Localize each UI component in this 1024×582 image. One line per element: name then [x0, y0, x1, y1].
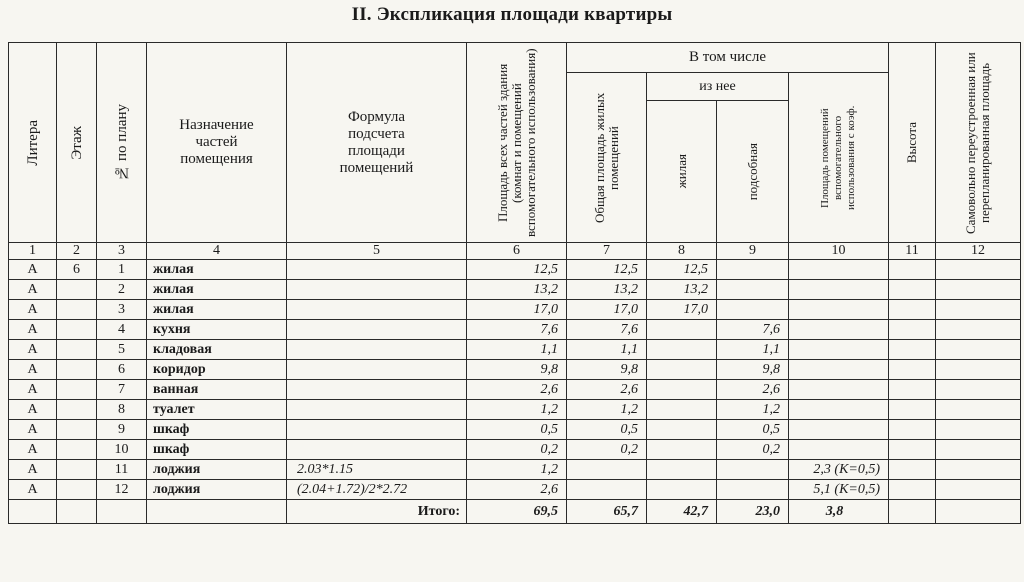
height-cell — [889, 340, 936, 360]
total-area-cell: 13,2 — [467, 280, 567, 300]
total-area-cell: 0,2 — [467, 440, 567, 460]
auxiliary-area-cell: 7,6 — [717, 320, 789, 340]
formula-cell — [287, 360, 467, 380]
unauthorized-area-cell — [936, 480, 1021, 500]
etazh-cell — [57, 300, 97, 320]
total-area-cell: 12,5 — [467, 260, 567, 280]
formula-cell — [287, 340, 467, 360]
litera-cell: А — [9, 380, 57, 400]
litera-cell: А — [9, 300, 57, 320]
total-area-cell: 17,0 — [467, 300, 567, 320]
auxiliary-area-cell — [717, 480, 789, 500]
coef-area-cell — [789, 400, 889, 420]
living-area-cell — [647, 380, 717, 400]
unauthorized-area-cell — [936, 380, 1021, 400]
header-zhilaya: жилая — [647, 101, 717, 243]
room-name-cell: жилая — [147, 260, 287, 280]
header-vysota: Высота — [889, 43, 936, 243]
total-c8: 42,7 — [647, 500, 717, 524]
table-row — [9, 260, 1021, 280]
room-name-cell: кухня — [147, 320, 287, 340]
column-numbers-row — [9, 243, 1021, 260]
coef-area-cell: 2,3 (K=0,5) — [789, 460, 889, 480]
table-row — [9, 380, 1021, 400]
table-row — [9, 360, 1021, 380]
total-c10: 3,8 — [789, 500, 889, 524]
coef-area-cell — [789, 260, 889, 280]
litera-cell: А — [9, 360, 57, 380]
living-total-cell: 0,2 — [567, 440, 647, 460]
coef-area-cell — [789, 360, 889, 380]
litera-cell: А — [9, 440, 57, 460]
living-area-cell — [647, 420, 717, 440]
room-name-cell: лоджия — [147, 480, 287, 500]
litera-cell: А — [9, 280, 57, 300]
living-total-cell: 1,2 — [567, 400, 647, 420]
unauthorized-area-cell — [936, 300, 1021, 320]
room-number-cell: 1 — [97, 260, 147, 280]
table-row — [9, 440, 1021, 460]
auxiliary-area-cell — [717, 460, 789, 480]
living-total-cell: 13,2 — [567, 280, 647, 300]
total-area-cell: 2,6 — [467, 380, 567, 400]
total-area-cell: 1,2 — [467, 400, 567, 420]
litera-cell: А — [9, 460, 57, 480]
room-name-cell: кладовая — [147, 340, 287, 360]
etazh-cell — [57, 480, 97, 500]
total-label: Итого: — [287, 500, 467, 524]
coef-area-cell — [789, 340, 889, 360]
coef-area-cell — [789, 380, 889, 400]
room-name-cell: лоджия — [147, 460, 287, 480]
living-total-cell: 1,1 — [567, 340, 647, 360]
room-name-cell: туалет — [147, 400, 287, 420]
header-naznachenie: Назначение частей помещения — [147, 43, 287, 243]
table-row — [9, 280, 1021, 300]
column-number: 10 — [789, 243, 889, 260]
auxiliary-area-cell — [717, 280, 789, 300]
auxiliary-area-cell: 0,2 — [717, 440, 789, 460]
height-cell — [889, 380, 936, 400]
total-area-cell: 1,1 — [467, 340, 567, 360]
etazh-cell — [57, 360, 97, 380]
room-number-cell: 7 — [97, 380, 147, 400]
litera-cell: А — [9, 420, 57, 440]
litera-cell: А — [9, 340, 57, 360]
page-title: II. Экспликация площади квартиры — [351, 4, 673, 25]
living-total-cell: 7,6 — [567, 320, 647, 340]
living-total-cell: 17,0 — [567, 300, 647, 320]
height-cell — [889, 300, 936, 320]
total-row — [9, 500, 1021, 524]
living-area-cell: 13,2 — [647, 280, 717, 300]
height-cell — [889, 280, 936, 300]
etazh-cell: 6 — [57, 260, 97, 280]
room-number-cell: 8 — [97, 400, 147, 420]
coef-area-cell — [789, 440, 889, 460]
etazh-cell — [57, 420, 97, 440]
total-c6: 69,5 — [467, 500, 567, 524]
coef-area-cell — [789, 300, 889, 320]
room-number-cell: 6 — [97, 360, 147, 380]
height-cell — [889, 480, 936, 500]
unauthorized-area-cell — [936, 320, 1021, 340]
room-name-cell: шкаф — [147, 440, 287, 460]
formula-cell — [287, 280, 467, 300]
height-cell — [889, 420, 936, 440]
header-etazh: Этаж — [57, 43, 97, 243]
coef-area-cell — [789, 280, 889, 300]
etazh-cell — [57, 380, 97, 400]
living-total-cell: 9,8 — [567, 360, 647, 380]
total-area-cell: 1,2 — [467, 460, 567, 480]
auxiliary-area-cell: 9,8 — [717, 360, 789, 380]
etazh-cell — [57, 320, 97, 340]
formula-cell — [287, 260, 467, 280]
table-row — [9, 320, 1021, 340]
living-area-cell — [647, 320, 717, 340]
auxiliary-area-cell: 0,5 — [717, 420, 789, 440]
unauthorized-area-cell — [936, 460, 1021, 480]
formula-cell — [287, 320, 467, 340]
column-number: 7 — [567, 243, 647, 260]
total-area-cell: 7,6 — [467, 320, 567, 340]
living-area-cell — [647, 360, 717, 380]
table-row — [9, 300, 1021, 320]
formula-cell — [287, 440, 467, 460]
room-number-cell: 12 — [97, 480, 147, 500]
auxiliary-area-cell: 2,6 — [717, 380, 789, 400]
living-area-cell — [647, 340, 717, 360]
header-ploshad-vsekh: Площадь всех частей здания (комнат и помещений вспомогательного использования) — [467, 43, 567, 243]
explication-table — [8, 42, 1021, 524]
header-nomer: № по плану — [97, 43, 147, 243]
column-number: 12 — [936, 243, 1021, 260]
living-area-cell — [647, 440, 717, 460]
auxiliary-area-cell — [717, 300, 789, 320]
room-number-cell: 5 — [97, 340, 147, 360]
room-name-cell: шкаф — [147, 420, 287, 440]
header-obshchaya: Общая площадь жилых помещений — [567, 73, 647, 243]
room-number-cell: 4 — [97, 320, 147, 340]
total-area-cell: 2,6 — [467, 480, 567, 500]
height-cell — [889, 360, 936, 380]
etazh-cell — [57, 400, 97, 420]
column-number: 2 — [57, 243, 97, 260]
formula-cell — [287, 300, 467, 320]
total-c9: 23,0 — [717, 500, 789, 524]
living-area-cell — [647, 400, 717, 420]
height-cell — [889, 260, 936, 280]
living-area-cell: 12,5 — [647, 260, 717, 280]
header-formula: Формула подсчета площади помещений — [287, 43, 467, 243]
table-row — [9, 420, 1021, 440]
unauthorized-area-cell — [936, 420, 1021, 440]
column-number: 4 — [147, 243, 287, 260]
etazh-cell — [57, 460, 97, 480]
coef-area-cell: 5,1 (K=0,5) — [789, 480, 889, 500]
living-area-cell — [647, 460, 717, 480]
coef-area-cell — [789, 320, 889, 340]
etazh-cell — [57, 280, 97, 300]
room-name-cell: жилая — [147, 300, 287, 320]
room-name-cell: коридор — [147, 360, 287, 380]
litera-cell: А — [9, 400, 57, 420]
header-samovolno: Самовольно переустроенная или перепланированная площадь — [936, 43, 1021, 243]
formula-cell: (2.04+1.72)/2*2.72 — [287, 480, 467, 500]
room-number-cell: 10 — [97, 440, 147, 460]
table-row — [9, 400, 1021, 420]
column-number: 3 — [97, 243, 147, 260]
coef-area-cell — [789, 420, 889, 440]
room-number-cell: 9 — [97, 420, 147, 440]
formula-cell — [287, 400, 467, 420]
header-litera: Литера — [9, 43, 57, 243]
unauthorized-area-cell — [936, 440, 1021, 460]
living-total-cell: 12,5 — [567, 260, 647, 280]
litera-cell: А — [9, 260, 57, 280]
living-total-cell — [567, 480, 647, 500]
height-cell — [889, 460, 936, 480]
auxiliary-area-cell: 1,1 — [717, 340, 789, 360]
table-row — [9, 480, 1021, 500]
header-iz-nee: из нее — [647, 73, 789, 101]
formula-cell — [287, 380, 467, 400]
column-number: 8 — [647, 243, 717, 260]
room-number-cell: 2 — [97, 280, 147, 300]
formula-cell — [287, 420, 467, 440]
auxiliary-area-cell — [717, 260, 789, 280]
formula-cell: 2.03*1.15 — [287, 460, 467, 480]
living-total-cell: 0,5 — [567, 420, 647, 440]
unauthorized-area-cell — [936, 360, 1021, 380]
column-number: 5 — [287, 243, 467, 260]
total-area-cell: 0,5 — [467, 420, 567, 440]
height-cell — [889, 440, 936, 460]
height-cell — [889, 400, 936, 420]
total-c7: 65,7 — [567, 500, 647, 524]
total-area-cell: 9,8 — [467, 360, 567, 380]
column-number: 6 — [467, 243, 567, 260]
litera-cell: А — [9, 480, 57, 500]
living-area-cell: 17,0 — [647, 300, 717, 320]
room-number-cell: 11 — [97, 460, 147, 480]
auxiliary-area-cell: 1,2 — [717, 400, 789, 420]
room-name-cell: жилая — [147, 280, 287, 300]
column-number: 1 — [9, 243, 57, 260]
unauthorized-area-cell — [936, 400, 1021, 420]
table-row — [9, 460, 1021, 480]
unauthorized-area-cell — [936, 260, 1021, 280]
etazh-cell — [57, 440, 97, 460]
column-number: 9 — [717, 243, 789, 260]
living-total-cell — [567, 460, 647, 480]
room-name-cell: ванная — [147, 380, 287, 400]
room-number-cell: 3 — [97, 300, 147, 320]
header-podsobnaya: подсобная — [717, 101, 789, 243]
column-number: 11 — [889, 243, 936, 260]
header-v-tom-chisle: В том числе — [567, 43, 889, 73]
living-total-cell: 2,6 — [567, 380, 647, 400]
living-area-cell — [647, 480, 717, 500]
unauthorized-area-cell — [936, 340, 1021, 360]
header-ploshad-koef: Площадь помещений вспомогательного использования с коэф. — [789, 73, 889, 243]
etazh-cell — [57, 340, 97, 360]
height-cell — [889, 320, 936, 340]
unauthorized-area-cell — [936, 280, 1021, 300]
litera-cell: А — [9, 320, 57, 340]
table-row — [9, 340, 1021, 360]
